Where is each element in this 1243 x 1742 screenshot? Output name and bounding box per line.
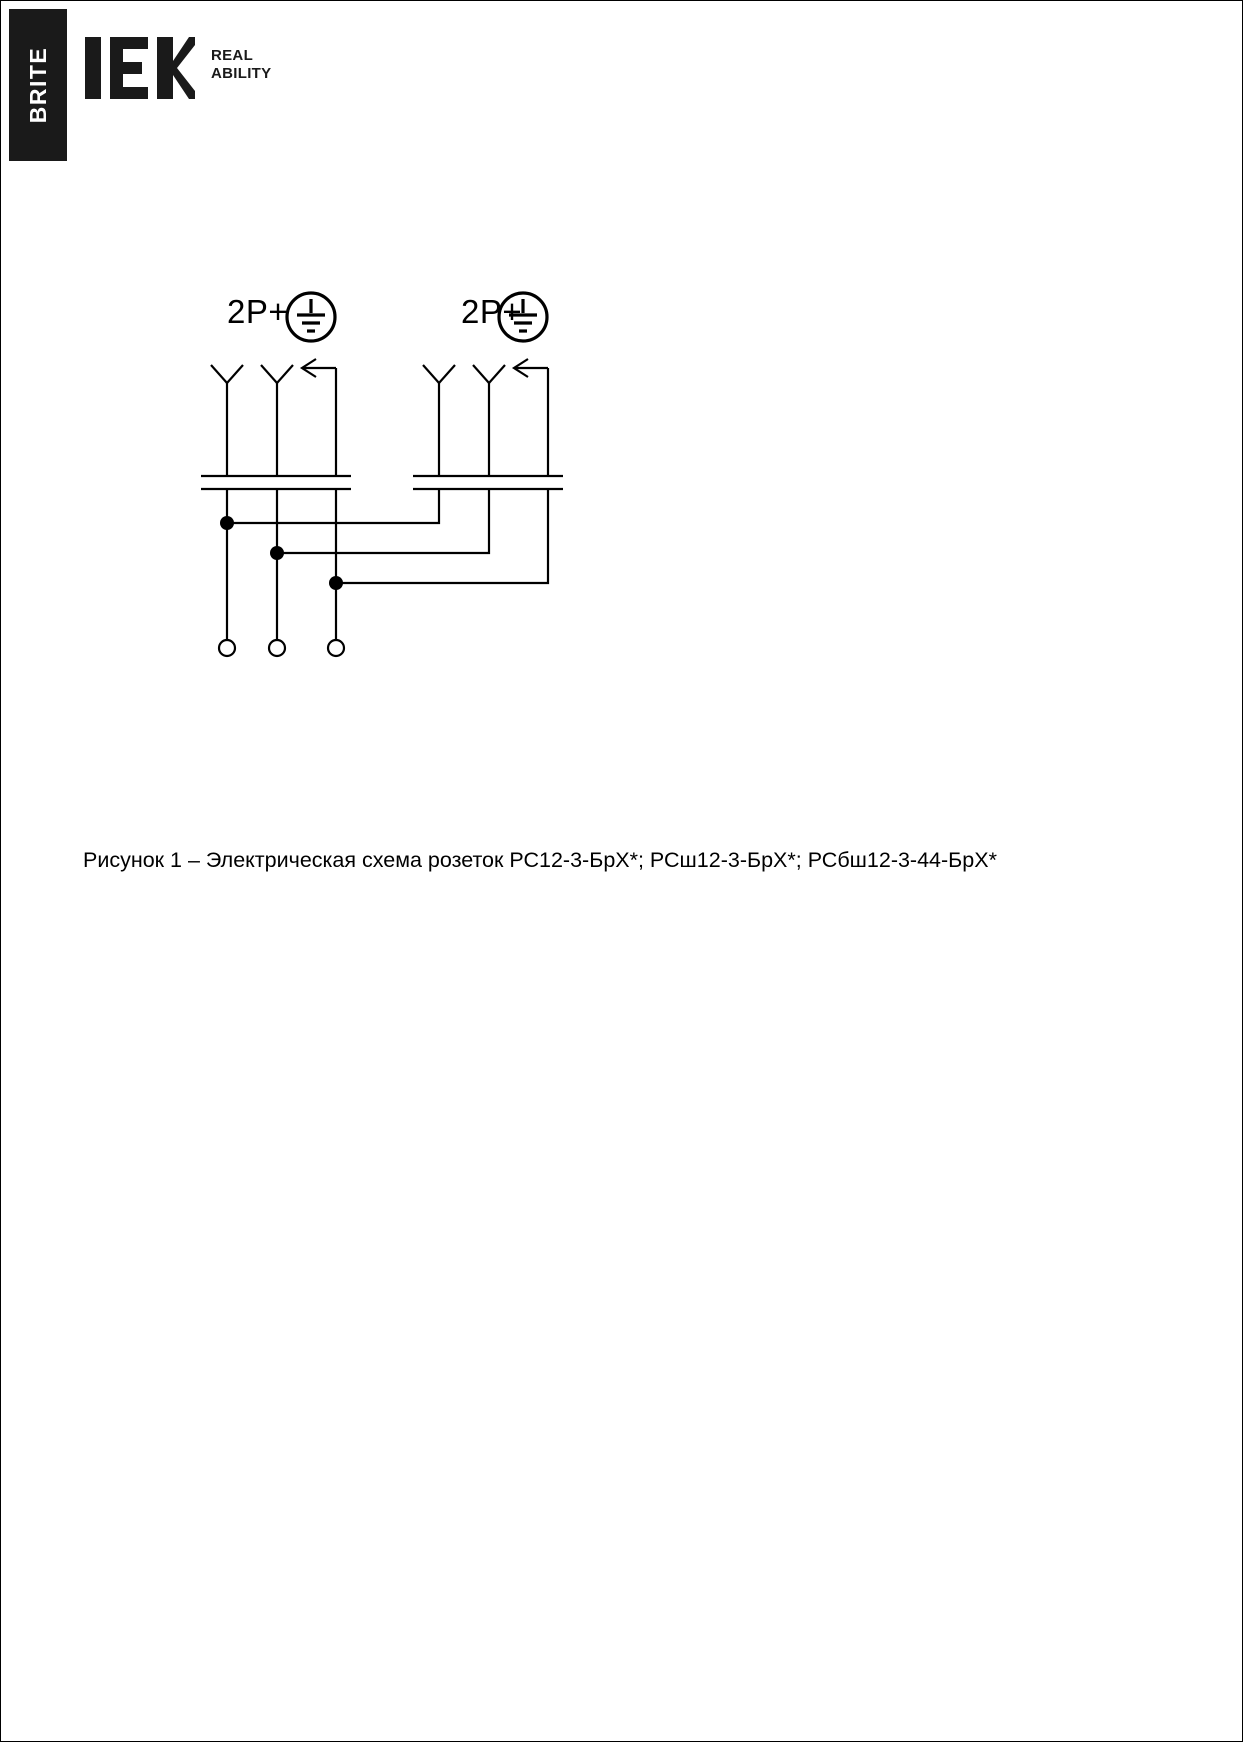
junction-dot-l: [220, 516, 234, 530]
earth-ground-symbol-left: [287, 293, 335, 341]
series-tab: [9, 9, 67, 161]
schematic-svg: [171, 271, 631, 691]
socket-right-label: 2P+: [461, 293, 523, 330]
figure-caption: Рисунок 1 – Электрическая схема розеток РС12-3-БрХ*; РСш12-3-БрХ*; РСбш12-3-44-БрХ*: [83, 848, 997, 872]
junction-dot-pe: [329, 576, 343, 590]
brand-logo: [85, 37, 271, 99]
terminal-pe: [328, 640, 344, 656]
brand-slogan: [211, 47, 271, 82]
contact-left-pe: [302, 359, 336, 476]
terminal-n: [269, 640, 285, 656]
brand-slogan-line1: REAL: [211, 47, 254, 64]
contact-left-l: [211, 365, 243, 476]
contact-right-n: [473, 365, 505, 476]
series-tab-label: BRITE: [24, 46, 51, 124]
junction-dot-n: [270, 546, 284, 560]
wiring-diagram: [171, 271, 631, 691]
contact-left-n: [261, 365, 293, 476]
terminal-l: [219, 640, 235, 656]
iek-logo-icon: [85, 37, 195, 99]
contact-right-l: [423, 365, 455, 476]
contact-right-pe: [514, 359, 548, 476]
brand-slogan-line2: ABILITY: [211, 64, 272, 82]
socket-left-label: 2P+: [227, 293, 289, 330]
